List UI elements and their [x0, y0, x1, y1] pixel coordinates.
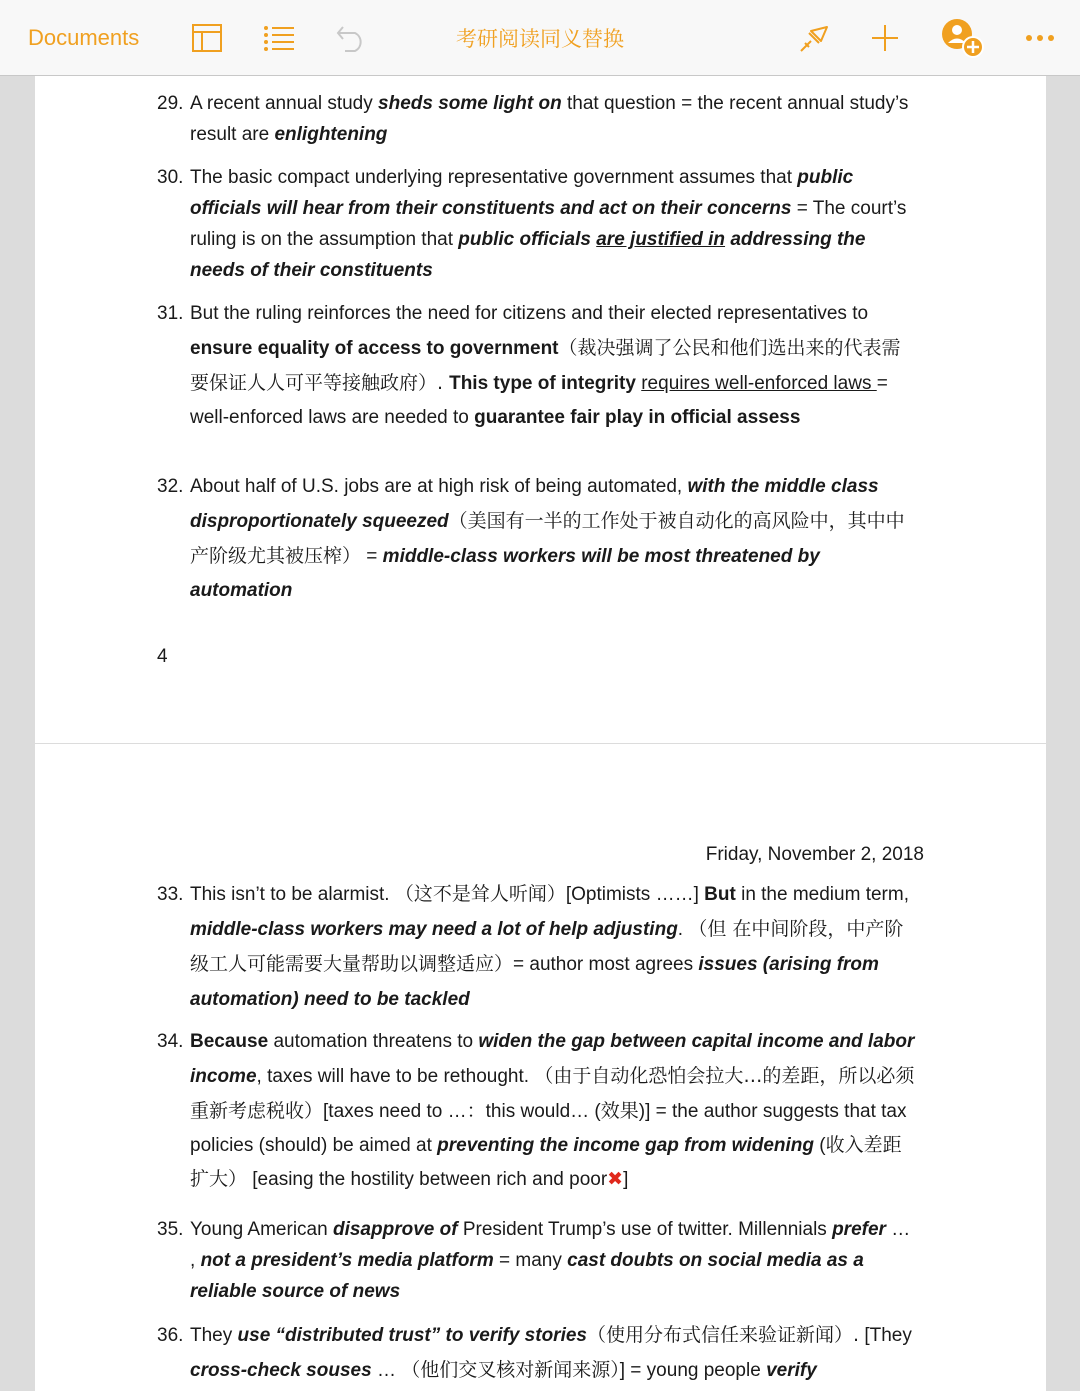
text-run: preventing the income gap from widening [437, 1135, 815, 1156]
format-brush-icon[interactable] [796, 0, 832, 76]
document-page [35, 744, 1046, 1391]
text-run: issues (arising from automation) need to be tackled [190, 954, 879, 1010]
sidebar-icon[interactable] [190, 0, 224, 76]
item-text [190, 88, 917, 150]
text-run: = well-enforced laws are needed to [190, 373, 888, 428]
text-run: （他们交叉核对新闻来源） [401, 1359, 620, 1381]
text-run: … , [190, 1219, 911, 1271]
text-run: that question = the recent annual study’s result are [190, 93, 909, 145]
text-run: in the medium term, [735, 884, 909, 905]
text-run: （由于自动化恐怕会拉大…的差距，所以必须重新考虑税收） [190, 1065, 915, 1122]
item-number: 29. [157, 93, 184, 114]
list-icon[interactable] [262, 0, 296, 76]
item-text [190, 1025, 917, 1197]
text-run: middle-class workers will be most threatened by automation [190, 546, 820, 601]
text-run: addressing the needs of their constituents [190, 229, 866, 281]
text-run: verify [766, 1360, 817, 1381]
text-run: guarantee fair play in official assess [474, 407, 801, 428]
more-icon[interactable] [1024, 0, 1056, 76]
text-run: But [704, 884, 736, 905]
text-run: use “distributed trust” to verify stories [237, 1325, 587, 1346]
text-run: （但 在中间阶段，中产阶级工人可能需要大量帮助以调整适应） [190, 918, 904, 975]
text-run: This type of integrity [449, 373, 636, 394]
text-run: ] [623, 1169, 629, 1190]
text-run: not a president’s media platform [200, 1250, 494, 1271]
text-run: public officials will hear from their constituents and act on their concerns [190, 167, 854, 219]
item-number: 34. [157, 1031, 184, 1052]
text-run: with the middle class disproportionately squeezed [190, 476, 879, 532]
text-run: （美国有一半的工作处于被自动化的高风险中，其中中产阶级尤其被压榨） [190, 510, 905, 567]
text-run: are justified in [596, 229, 726, 250]
text-run: widen the gap between capital income and labor income [190, 1031, 915, 1087]
text-run: （裁决强调了公民和他们选出来的代表需要保证人人可平等接触政府）. [190, 337, 901, 394]
text-run: automation threatens to [268, 1031, 479, 1052]
toolbar [0, 0, 1080, 76]
text-run: enlightening [274, 124, 388, 145]
item-text [190, 470, 917, 608]
list-item [157, 297, 917, 435]
text-run: = [361, 546, 383, 567]
document-title: 考研阅读同义替换 [456, 28, 624, 51]
list-item [157, 470, 917, 608]
add-icon[interactable] [868, 0, 902, 76]
collaborate-icon[interactable] [938, 0, 986, 76]
text-run: cast doubts on social media as a reliable source of news [190, 1250, 864, 1302]
text-run: = author most agrees [513, 954, 699, 975]
item-number: 33. [157, 884, 184, 905]
text-run: [taxes need to …：this would… (效果)] = the author suggests that tax policies (should) be aimed at [190, 1101, 907, 1156]
item-text [190, 1318, 917, 1388]
text-run: The basic compact underlying representative government assumes that [190, 167, 798, 188]
date-header: Friday, November 2, 2018 [705, 844, 924, 865]
text-run: But the ruling reinforces the need for citizens and their elected representatives to [190, 303, 869, 324]
text-run: A recent annual study [190, 93, 379, 114]
text-run: （使用分布式信任来验证新闻）. [587, 1324, 860, 1346]
text-run: They [190, 1325, 238, 1346]
item-number: 35. [157, 1219, 184, 1240]
item-number: 36. [157, 1325, 184, 1346]
undo-icon[interactable] [334, 0, 370, 76]
list-item [157, 88, 917, 150]
document-page [35, 76, 1046, 743]
text-run: requires well-enforced laws [641, 373, 877, 394]
text-run: … [371, 1360, 402, 1381]
text-run: This isn’t to be alarmist. [190, 884, 395, 905]
text-run: (收入差距扩大） [easing the hostility between rich and poor [190, 1135, 902, 1190]
text-run: cross-check souses [190, 1360, 372, 1381]
item-text [190, 297, 917, 435]
text-run: Young American [190, 1219, 333, 1240]
list-item [157, 1214, 917, 1307]
item-number: 31. [157, 303, 184, 324]
text-run: , taxes will have to be rethought. [256, 1066, 535, 1087]
documents-button[interactable]: Documents [28, 25, 140, 50]
text-run: ✖ [607, 1169, 624, 1190]
item-number: 32. [157, 476, 184, 497]
text-run: middle-class workers may need a lot of help adjusting [190, 919, 678, 940]
text-run: ] = young people [619, 1360, 767, 1381]
list-item [157, 1318, 917, 1388]
text-run: [They [859, 1325, 912, 1346]
text-run: （这不是耸人听闻） [394, 883, 566, 905]
list-item [157, 877, 917, 1017]
text-run: = The court’s ruling is on the assumption that [190, 198, 907, 250]
text-run: public officials [458, 229, 597, 250]
text-run: sheds some light on [378, 93, 562, 114]
text-run: . [677, 919, 689, 940]
text-run: Because [190, 1031, 269, 1052]
list-item [157, 1025, 917, 1197]
item-text [190, 162, 917, 286]
page-number: 4 [157, 646, 168, 667]
item-text [190, 877, 917, 1017]
item-text [190, 1214, 917, 1307]
item-number: 30. [157, 167, 184, 188]
text-run: About half of U.S. jobs are at high risk of being automated, [190, 476, 688, 497]
list-item [157, 162, 917, 286]
text-run: = many [493, 1250, 568, 1271]
text-run: President Trump’s use of twitter. Millennials [457, 1219, 833, 1240]
text-run: ensure equality of access to government [190, 338, 559, 359]
text-run: [Optimists ……] [565, 884, 705, 905]
text-run: disapprove of [332, 1219, 458, 1240]
text-run: prefer [832, 1219, 886, 1240]
